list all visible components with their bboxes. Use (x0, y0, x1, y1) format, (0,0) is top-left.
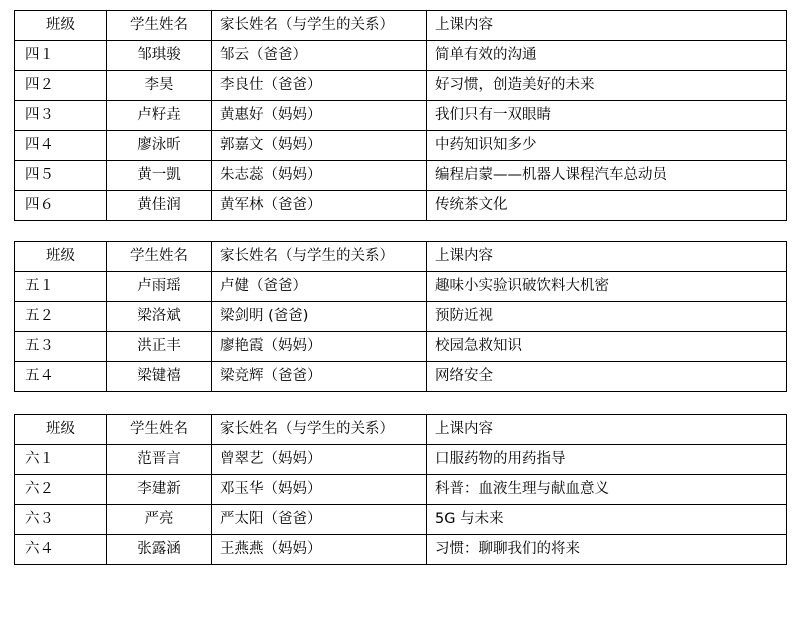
cell-class: 四５ (15, 161, 107, 191)
cell-class: 六３ (15, 505, 107, 535)
cell-lesson-content: 简单有效的沟通 (427, 41, 787, 71)
cell-student-name: 邹琪骏 (107, 41, 212, 71)
cell-class: 五３ (15, 332, 107, 362)
table-row (15, 445, 787, 475)
cell-class: 五２ (15, 302, 107, 332)
column-header-class: 班级 (15, 11, 107, 41)
cell-lesson-content: 传统茶文化 (427, 191, 787, 221)
table-grade-five (14, 241, 787, 392)
table-header-row (15, 415, 787, 445)
cell-student-name: 范晋言 (107, 445, 212, 475)
cell-class: 四６ (15, 191, 107, 221)
table-wrapper-grade-four (0, 10, 800, 221)
table-wrapper-grade-six (0, 414, 800, 565)
cell-lesson-content: 我们只有一双眼睛 (427, 101, 787, 131)
column-header-student-name: 学生姓名 (107, 11, 212, 41)
cell-lesson-content: 网络安全 (427, 362, 787, 392)
cell-parent-name: 曾翠艺（妈妈） (212, 445, 427, 475)
column-header-parent-name: 家长姓名（与学生的关系） (212, 11, 427, 41)
cell-parent-name: 卢健（爸爸） (212, 272, 427, 302)
table-spacer (0, 392, 800, 414)
table-row (15, 505, 787, 535)
cell-class: 四４ (15, 131, 107, 161)
cell-student-name: 卢籽垚 (107, 101, 212, 131)
cell-lesson-content: 编程启蒙——机器人课程汽车总动员 (427, 161, 787, 191)
table-row (15, 302, 787, 332)
cell-parent-name: 梁剑明 (爸爸) (212, 302, 427, 332)
table-row (15, 131, 787, 161)
cell-class: 六４ (15, 535, 107, 565)
cell-student-name: 梁洛斌 (107, 302, 212, 332)
table-grade-four (14, 10, 787, 221)
cell-lesson-content: 口服药物的用药指导 (427, 445, 787, 475)
table-row (15, 191, 787, 221)
cell-parent-name: 黄惠好（妈妈） (212, 101, 427, 131)
column-header-student-name: 学生姓名 (107, 242, 212, 272)
column-header-lesson-content: 上课内容 (427, 11, 787, 41)
column-header-parent-name: 家长姓名（与学生的关系） (212, 242, 427, 272)
cell-class: 五４ (15, 362, 107, 392)
column-header-class: 班级 (15, 242, 107, 272)
cell-lesson-content: 中药知识知多少 (427, 131, 787, 161)
cell-class: 四１ (15, 41, 107, 71)
cell-student-name: 黄一凱 (107, 161, 212, 191)
cell-lesson-content: 科普：血液生理与献血意义 (427, 475, 787, 505)
column-header-student-name: 学生姓名 (107, 415, 212, 445)
document-page (0, 10, 800, 629)
column-header-parent-name: 家长姓名（与学生的关系） (212, 415, 427, 445)
cell-lesson-content: 趣味小实验识破饮料大机密 (427, 272, 787, 302)
cell-parent-name: 郭嘉文（妈妈） (212, 131, 427, 161)
cell-class: 五１ (15, 272, 107, 302)
cell-student-name: 廖泳昕 (107, 131, 212, 161)
table-row (15, 362, 787, 392)
table-row (15, 161, 787, 191)
cell-lesson-content: 预防近视 (427, 302, 787, 332)
table-wrapper-grade-five (0, 241, 800, 392)
cell-class: 六１ (15, 445, 107, 475)
cell-class: 四３ (15, 101, 107, 131)
column-header-class: 班级 (15, 415, 107, 445)
table-header-row (15, 242, 787, 272)
table-row (15, 101, 787, 131)
cell-student-name: 李昊 (107, 71, 212, 101)
cell-lesson-content: 5G 与未来 (427, 505, 787, 535)
cell-parent-name: 李良仕（爸爸） (212, 71, 427, 101)
cell-student-name: 张露涵 (107, 535, 212, 565)
cell-student-name: 梁键禧 (107, 362, 212, 392)
cell-student-name: 卢雨瑶 (107, 272, 212, 302)
table-header-row (15, 11, 787, 41)
cell-student-name: 李建新 (107, 475, 212, 505)
table-row (15, 475, 787, 505)
table-grade-six (14, 414, 787, 565)
cell-student-name: 黄佳润 (107, 191, 212, 221)
cell-student-name: 严亮 (107, 505, 212, 535)
cell-parent-name: 朱志蕊（妈妈） (212, 161, 427, 191)
cell-parent-name: 邓玉华（妈妈） (212, 475, 427, 505)
cell-student-name: 洪正丰 (107, 332, 212, 362)
cell-class: 六２ (15, 475, 107, 505)
cell-parent-name: 王燕燕（妈妈） (212, 535, 427, 565)
cell-class: 四２ (15, 71, 107, 101)
cell-lesson-content: 好习惯，创造美好的未来 (427, 71, 787, 101)
table-spacer (0, 221, 800, 241)
cell-parent-name: 梁竞辉（爸爸） (212, 362, 427, 392)
cell-lesson-content: 校园急救知识 (427, 332, 787, 362)
cell-parent-name: 邹云（爸爸） (212, 41, 427, 71)
cell-parent-name: 黄军林（爸爸） (212, 191, 427, 221)
table-row (15, 272, 787, 302)
cell-parent-name: 严太阳（爸爸） (212, 505, 427, 535)
cell-lesson-content: 习惯：聊聊我们的将来 (427, 535, 787, 565)
column-header-lesson-content: 上课内容 (427, 242, 787, 272)
table-row (15, 41, 787, 71)
column-header-lesson-content: 上课内容 (427, 415, 787, 445)
table-row (15, 71, 787, 101)
cell-parent-name: 廖艳霞（妈妈） (212, 332, 427, 362)
table-row (15, 535, 787, 565)
table-row (15, 332, 787, 362)
